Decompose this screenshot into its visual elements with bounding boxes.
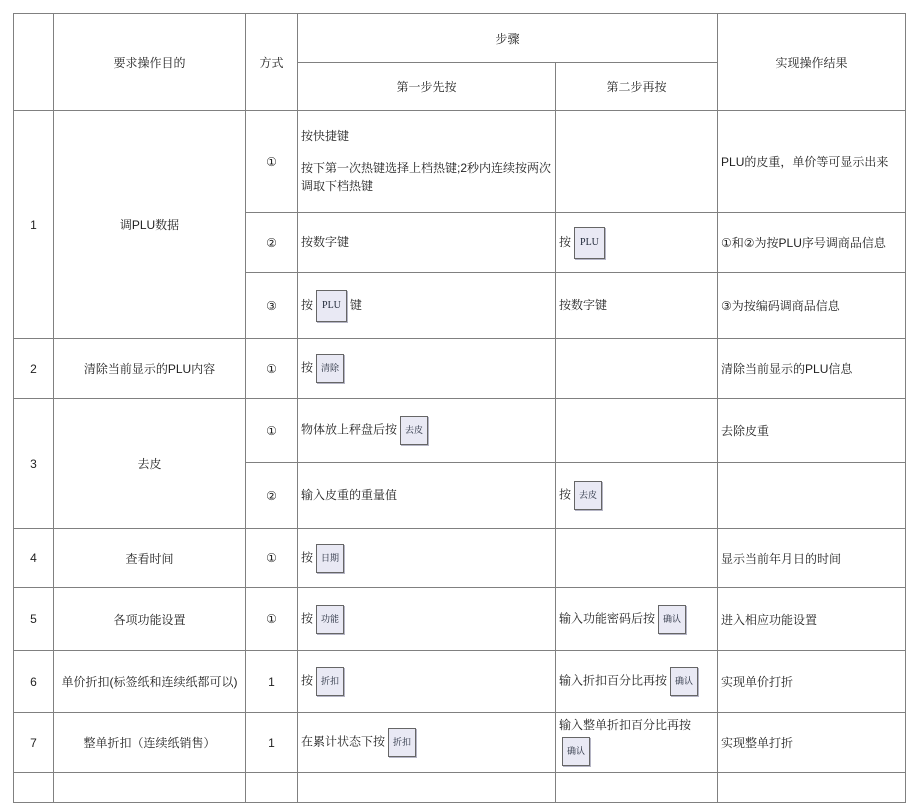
cell-result: 显示当前年月日的时间 <box>718 529 906 588</box>
step-text: 按 <box>559 487 572 502</box>
cell-step1 <box>298 273 556 339</box>
table-row <box>14 651 906 713</box>
step-text: 按 <box>301 550 314 565</box>
step-text: 物体放上秤盘后按 <box>301 422 398 437</box>
cell-method: 1 <box>246 713 298 773</box>
step-text: 按数字键 <box>559 297 608 312</box>
step-text: 输入皮重的重量值 <box>301 487 398 502</box>
row-purpose: 单价折扣(标签纸和连续纸都可以) <box>54 651 246 713</box>
cell-step2 <box>556 339 718 399</box>
step1-line1: 按快捷键 <box>301 128 350 143</box>
key-tare: 去皮 <box>574 481 602 510</box>
step-text: 输入整单折扣百分比再按 <box>559 718 692 733</box>
key-discount: 折扣 <box>316 667 344 696</box>
cell-result: 清除当前显示的PLU信息 <box>718 339 906 399</box>
step-text: 输入功能密码后按 <box>559 611 656 626</box>
header-result: 实现操作结果 <box>718 14 906 111</box>
cell-method: 1 <box>246 651 298 713</box>
step-text: 按 <box>301 297 314 312</box>
table-row <box>14 713 906 773</box>
cell-step2 <box>556 399 718 463</box>
cell-result: PLU的皮重，单价等可显示出来 <box>718 111 906 213</box>
cell-step2 <box>556 713 718 773</box>
table-row <box>14 111 906 213</box>
cell-method: ② <box>246 213 298 273</box>
step-text: 键 <box>349 297 362 312</box>
key-clear: 清除 <box>316 354 344 383</box>
key-plu: PLU <box>316 290 347 322</box>
cell-step2 <box>556 213 718 273</box>
cell-step1 <box>298 529 556 588</box>
operation-manual-table <box>13 13 906 803</box>
key-function: 功能 <box>316 605 344 634</box>
cell-step2 <box>556 273 718 339</box>
step-text: 按 <box>301 611 314 626</box>
key-tare: 去皮 <box>400 416 428 445</box>
row-num: 3 <box>14 399 54 529</box>
cell-step2 <box>556 588 718 651</box>
cell-step1 <box>298 339 556 399</box>
cell-step2 <box>556 111 718 213</box>
cell-step1 <box>298 213 556 273</box>
cell-result: 实现单价打折 <box>718 651 906 713</box>
key-confirm: 确认 <box>562 737 590 766</box>
cell-method: ① <box>246 529 298 588</box>
table-row <box>14 399 906 463</box>
row-num: 2 <box>14 339 54 399</box>
step-text: 在累计状态下按 <box>301 734 386 749</box>
row-num: 7 <box>14 713 54 773</box>
cell-step1 <box>298 463 556 529</box>
key-discount: 折扣 <box>388 728 416 757</box>
step-text: 按 <box>559 234 572 249</box>
cell-result <box>718 463 906 529</box>
cell-step1 <box>298 588 556 651</box>
cell-method: ① <box>246 111 298 213</box>
cell-step2 <box>556 651 718 713</box>
cell-method: ③ <box>246 273 298 339</box>
row-purpose: 整单折扣（连续纸销售） <box>54 713 246 773</box>
row-purpose: 清除当前显示的PLU内容 <box>54 339 246 399</box>
row-purpose: 调PLU数据 <box>54 111 246 339</box>
key-confirm: 确认 <box>658 605 686 634</box>
row-purpose: 查看时间 <box>54 529 246 588</box>
header-num <box>14 14 54 111</box>
cell-step1 <box>298 651 556 713</box>
cell-step1 <box>298 713 556 773</box>
row-purpose: 去皮 <box>54 399 246 529</box>
key-plu: PLU <box>574 227 605 259</box>
row-num: 5 <box>14 588 54 651</box>
cell-method: ① <box>246 588 298 651</box>
header-steps-group: 步骤 <box>298 14 718 63</box>
header-step2: 第二步再按 <box>556 63 718 111</box>
cell-step2 <box>556 529 718 588</box>
cell-method: ① <box>246 399 298 463</box>
step-text: 按 <box>301 673 314 688</box>
row-purpose: 各项功能设置 <box>54 588 246 651</box>
header-purpose: 要求操作目的 <box>54 14 246 111</box>
step-text: 按 <box>301 360 314 375</box>
header-method: 方式 <box>246 14 298 111</box>
table-row-partial <box>14 773 906 803</box>
row-num: 1 <box>14 111 54 339</box>
header-row-top <box>14 14 906 63</box>
cell-result: ③为按编码调商品信息 <box>718 273 906 339</box>
table-row <box>14 529 906 588</box>
cell-step2 <box>556 463 718 529</box>
cell-step1 <box>298 399 556 463</box>
step-text: 按数字键 <box>301 234 350 249</box>
table-row <box>14 339 906 399</box>
table-row <box>14 588 906 651</box>
step1-line2: 按下第一次热键选择上档热键;2秒内连续按两次调取下档热键 <box>301 161 552 193</box>
cell-result: 进入相应功能设置 <box>718 588 906 651</box>
key-date: 日期 <box>316 544 344 573</box>
header-step1: 第一步先按 <box>298 63 556 111</box>
cell-result: 去除皮重 <box>718 399 906 463</box>
row-num: 6 <box>14 651 54 713</box>
cell-method: ① <box>246 339 298 399</box>
row-num: 4 <box>14 529 54 588</box>
cell-result: 实现整单打折 <box>718 713 906 773</box>
cell-result: ①和②为按PLU序号调商品信息 <box>718 213 906 273</box>
cell-method: ② <box>246 463 298 529</box>
step-text: 输入折扣百分比再按 <box>559 673 668 688</box>
cell-step1 <box>298 111 556 213</box>
key-confirm: 确认 <box>670 667 698 696</box>
